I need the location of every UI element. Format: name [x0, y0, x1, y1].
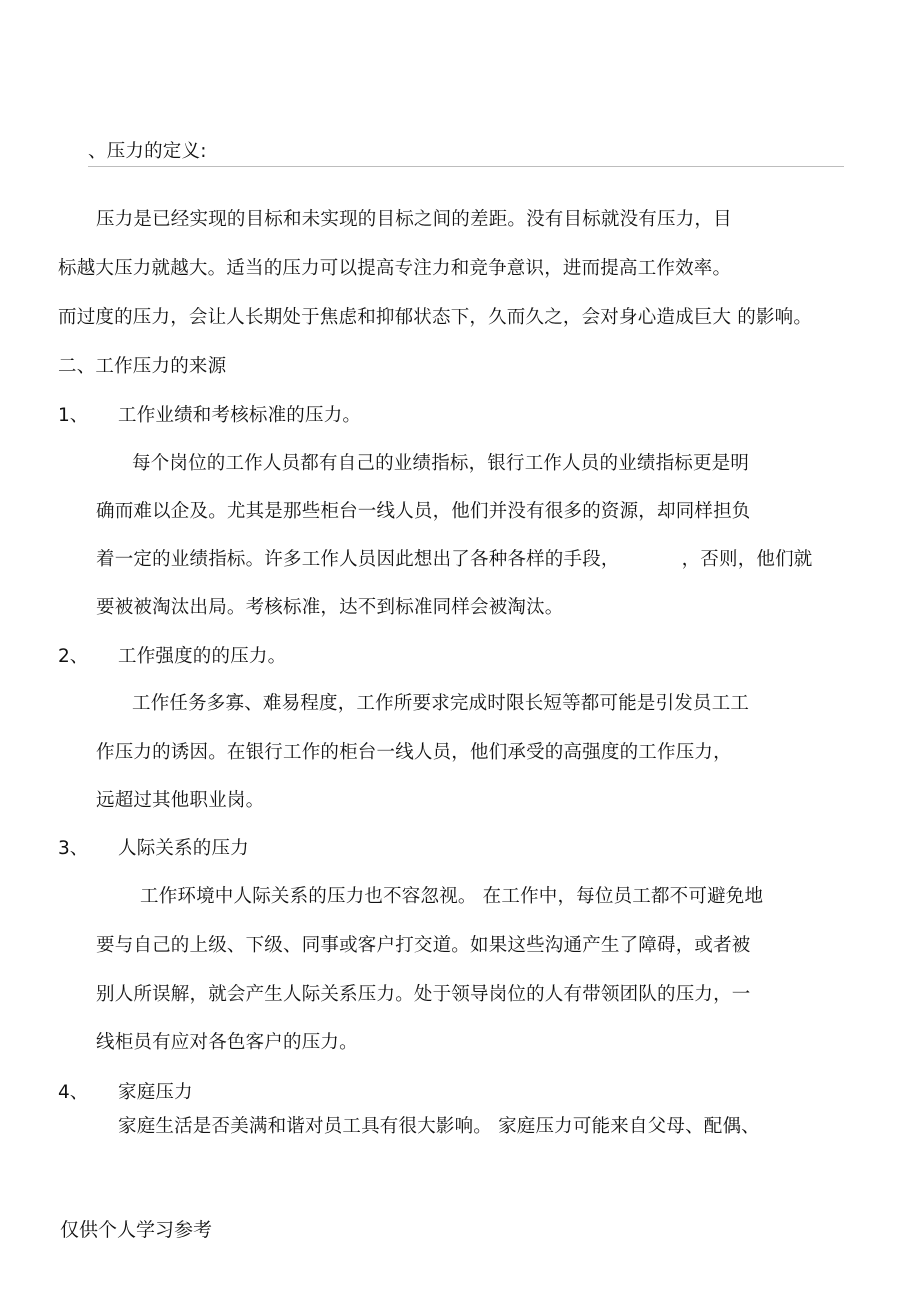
definition-heading: 、压力的定义: [88, 141, 207, 162]
item-4-number: 4、 [58, 1082, 89, 1103]
definition-line-2: 标越大压力就越大。适当的压力可以提高专注力和竞争意识，进而提高工作效率。 [58, 258, 732, 279]
item-1-line-3-part-a: 着一定的业绩指标。许多工作人员因此想出了各种各样的手段， [96, 549, 620, 570]
item-3-line-3: 别人所误解，就会产生人际关系压力。处于领导岗位的人有带领团队的压力，一 [96, 984, 751, 1005]
item-1-line-2: 确而难以企及。尤其是那些柜台一线人员，他们并没有很多的资源，却同样担负 [96, 501, 751, 522]
item-2-title: 工作强度的的压力。 [118, 646, 287, 667]
item-1-line-4: 要被被淘汰出局。考核标准，达不到标准同样会被淘汰。 [96, 597, 564, 618]
item-3-line-1: 工作环境中人际关系的压力也不容忽视。 在工作中，每位员工都不可避免地 [140, 886, 764, 907]
item-2-line-3: 远超过其他职业岗。 [96, 790, 265, 811]
item-3-title: 人际关系的压力 [118, 838, 249, 859]
definition-line-1: 压力是已经实现的目标和未实现的目标之间的差距。没有目标就没有压力，目 [96, 209, 732, 230]
item-1-line-3 [96, 548, 813, 572]
item-1-line-3-part-b: ，否则，他们就 [681, 549, 813, 570]
item-2-number: 2、 [58, 646, 89, 667]
item-2-line-2: 作压力的诱因。在银行工作的柜台一线人员，他们承受的高强度的工作压力， [96, 742, 732, 763]
item-1-title: 工作业绩和考核标准的压力。 [118, 405, 362, 426]
definition-line-3: 而过度的压力，会让人长期处于焦虑和抑郁状态下，久而久之，会对身心造成巨大 的影响。 [58, 307, 813, 328]
section-2-title: 二、工作压力的来源 [58, 356, 227, 377]
item-3-number: 3、 [58, 838, 89, 859]
item-3-line-4: 线柜员有应对各色客户的压力。 [96, 1032, 358, 1053]
item-4-title: 家庭压力 [118, 1082, 193, 1103]
item-3-line-2: 要与自己的上级、下级、同事或客户打交道。如果这些沟通产生了障碍，或者被 [96, 935, 751, 956]
item-1-line-1: 每个岗位的工作人员都有自己的业绩指标，银行工作人员的业绩指标更是明 [132, 453, 750, 474]
item-2-line-1: 工作任务多寡、难易程度，工作所要求完成时限长短等都可能是引发员工工 [132, 693, 750, 714]
item-4-line-1: 家庭生活是否美满和谐对员工具有很大影响。 家庭压力可能来自父母、配偶、 [118, 1116, 760, 1137]
footer-note: 仅供个人学习参考 [60, 1219, 213, 1241]
heading-divider [88, 166, 844, 167]
item-1-number: 1、 [58, 405, 89, 426]
